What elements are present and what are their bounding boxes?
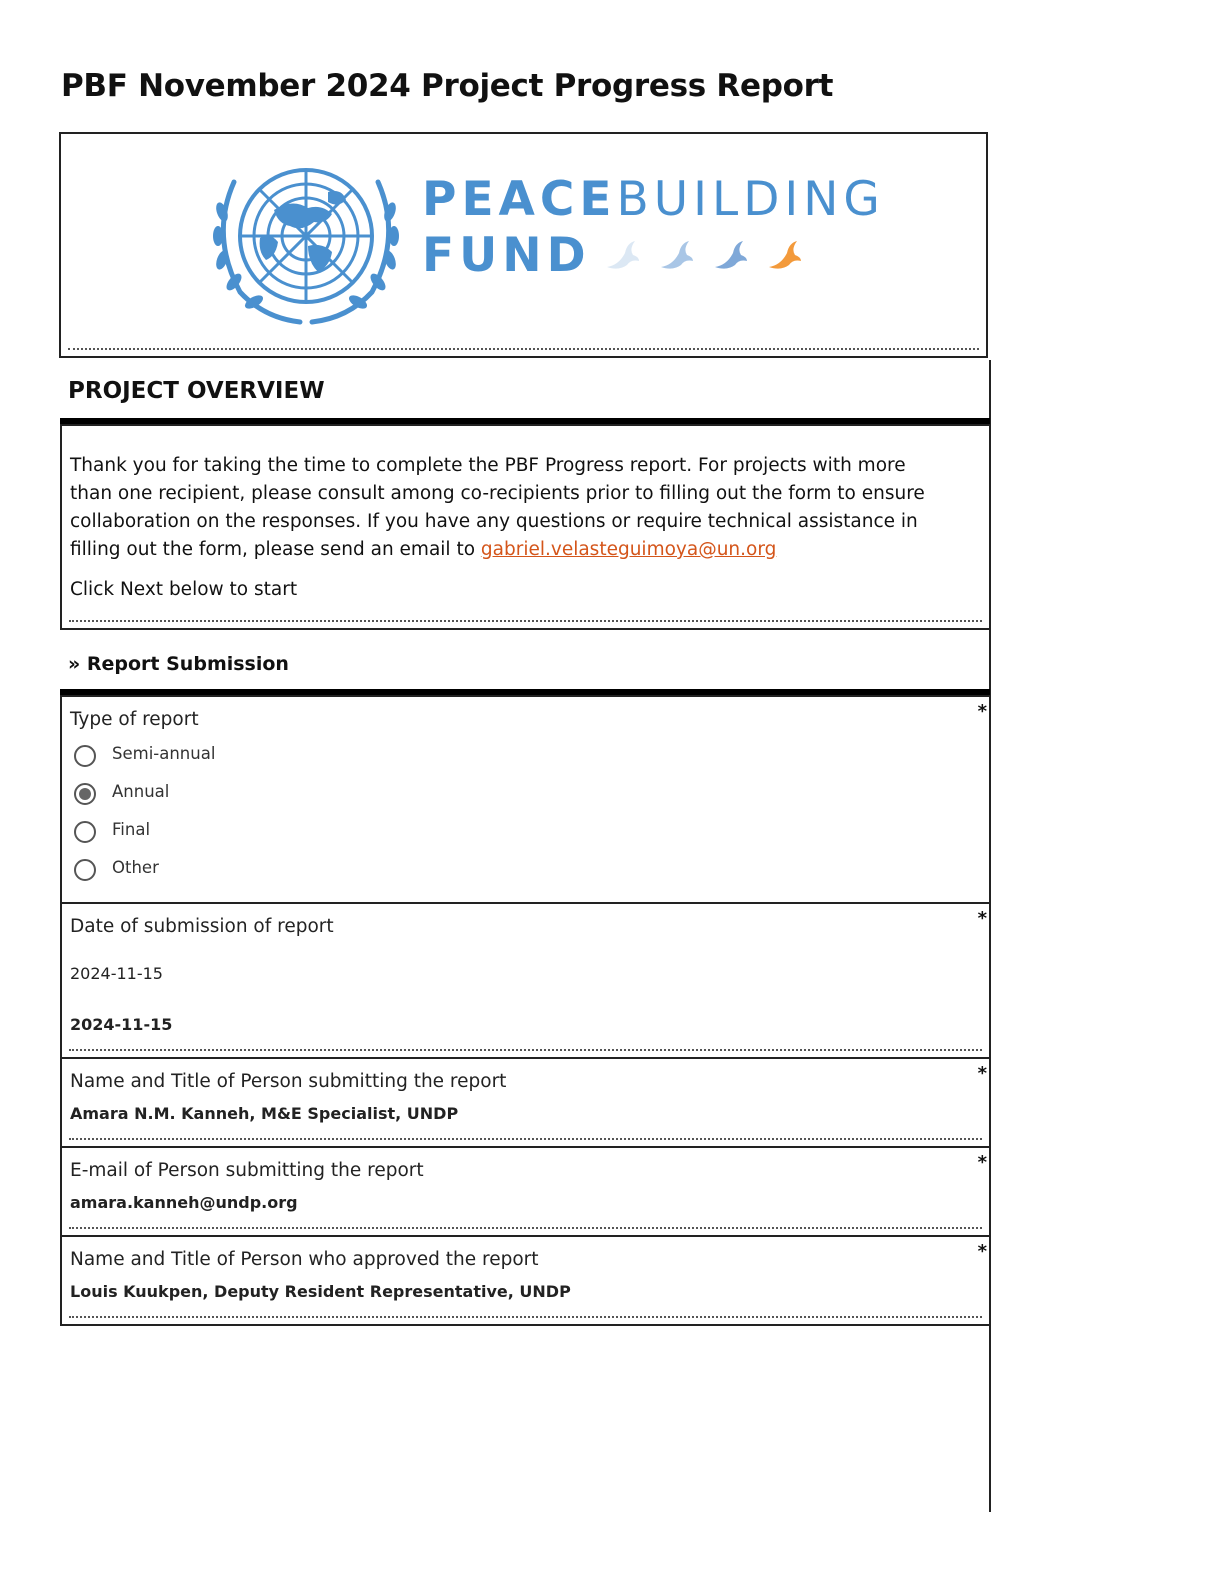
- intro-text: Thank you for taking the time to complete the PBF Progress report. For projects with more than one recipient, please consult among co-recipients prior to filling out the form to ensure collaboration on the responses. If you have any questions or require technical assistance in filling out the form, please send an email to: [70, 455, 925, 560]
- required-marker: *: [977, 1241, 987, 1262]
- dove-icon: [659, 239, 695, 273]
- submitter-name-value: Amara N.M. Kanneh, M&E Specialist, UNDP: [70, 1104, 459, 1123]
- radio-option-annual[interactable]: [74, 783, 169, 805]
- date-value: 2024-11-15: [70, 1015, 173, 1034]
- question-date-of-submission: [60, 902, 991, 1059]
- question-label: Date of submission of report: [70, 916, 334, 937]
- dove-icon: [767, 239, 803, 273]
- required-marker: *: [977, 908, 987, 929]
- logo-text-peace: PEACE: [422, 172, 617, 227]
- un-emblem-icon: [204, 152, 408, 328]
- dove-icon: [605, 239, 641, 273]
- overview-panel: [60, 424, 991, 630]
- divider: [69, 620, 982, 622]
- question-label: Type of report: [70, 709, 199, 730]
- divider: [69, 1316, 982, 1318]
- approver-name-value: Louis Kuukpen, Deputy Resident Representative, UNDP: [70, 1282, 571, 1301]
- intro-paragraph: [70, 452, 940, 564]
- divider: [69, 1049, 982, 1051]
- radio-label: Semi-annual: [112, 743, 216, 763]
- required-marker: *: [977, 1063, 987, 1084]
- question-label: Name and Title of Person who approved the report: [70, 1249, 539, 1270]
- dove-icon: [713, 239, 749, 273]
- divider: [68, 348, 979, 350]
- peacebuilding-fund-wordmark: [422, 174, 885, 286]
- radio-button-selected[interactable]: [74, 783, 96, 805]
- radio-button[interactable]: [74, 745, 96, 767]
- date-input[interactable]: 2024-11-15: [70, 964, 163, 983]
- section-heading-report-submission: » Report Submission: [68, 653, 289, 675]
- divider: [69, 1227, 982, 1229]
- question-label: E-mail of Person submitting the report: [70, 1160, 424, 1181]
- section-heading-project-overview: PROJECT OVERVIEW: [68, 378, 325, 404]
- logo-text-fund: FUND: [422, 228, 591, 283]
- logo-panel: [59, 132, 988, 358]
- divider: [69, 1138, 982, 1140]
- radio-option-other[interactable]: [74, 859, 159, 881]
- radio-label: Other: [112, 857, 159, 877]
- radio-option-semi-annual[interactable]: [74, 745, 215, 767]
- radio-button[interactable]: [74, 859, 96, 881]
- radio-button[interactable]: [74, 821, 96, 843]
- radio-label: Final: [112, 819, 151, 839]
- question-submitter-email: [60, 1146, 991, 1237]
- submitter-email-value: amara.kanneh@undp.org: [70, 1193, 298, 1212]
- question-submitter-name: [60, 1057, 991, 1148]
- required-marker: *: [977, 1152, 987, 1173]
- question-label: Name and Title of Person submitting the report: [70, 1071, 507, 1092]
- page-title: PBF November 2024 Project Progress Report: [61, 68, 834, 104]
- start-instruction: Click Next below to start: [70, 579, 298, 600]
- radio-label: Annual: [112, 781, 170, 801]
- required-marker: *: [977, 701, 987, 722]
- question-type-of-report: [60, 695, 991, 904]
- logo-text-building: BUILDING: [616, 172, 885, 227]
- email-link[interactable]: gabriel.velasteguimoya@un.org: [480, 539, 777, 560]
- question-approver-name: [60, 1235, 991, 1326]
- radio-option-final[interactable]: [74, 821, 150, 843]
